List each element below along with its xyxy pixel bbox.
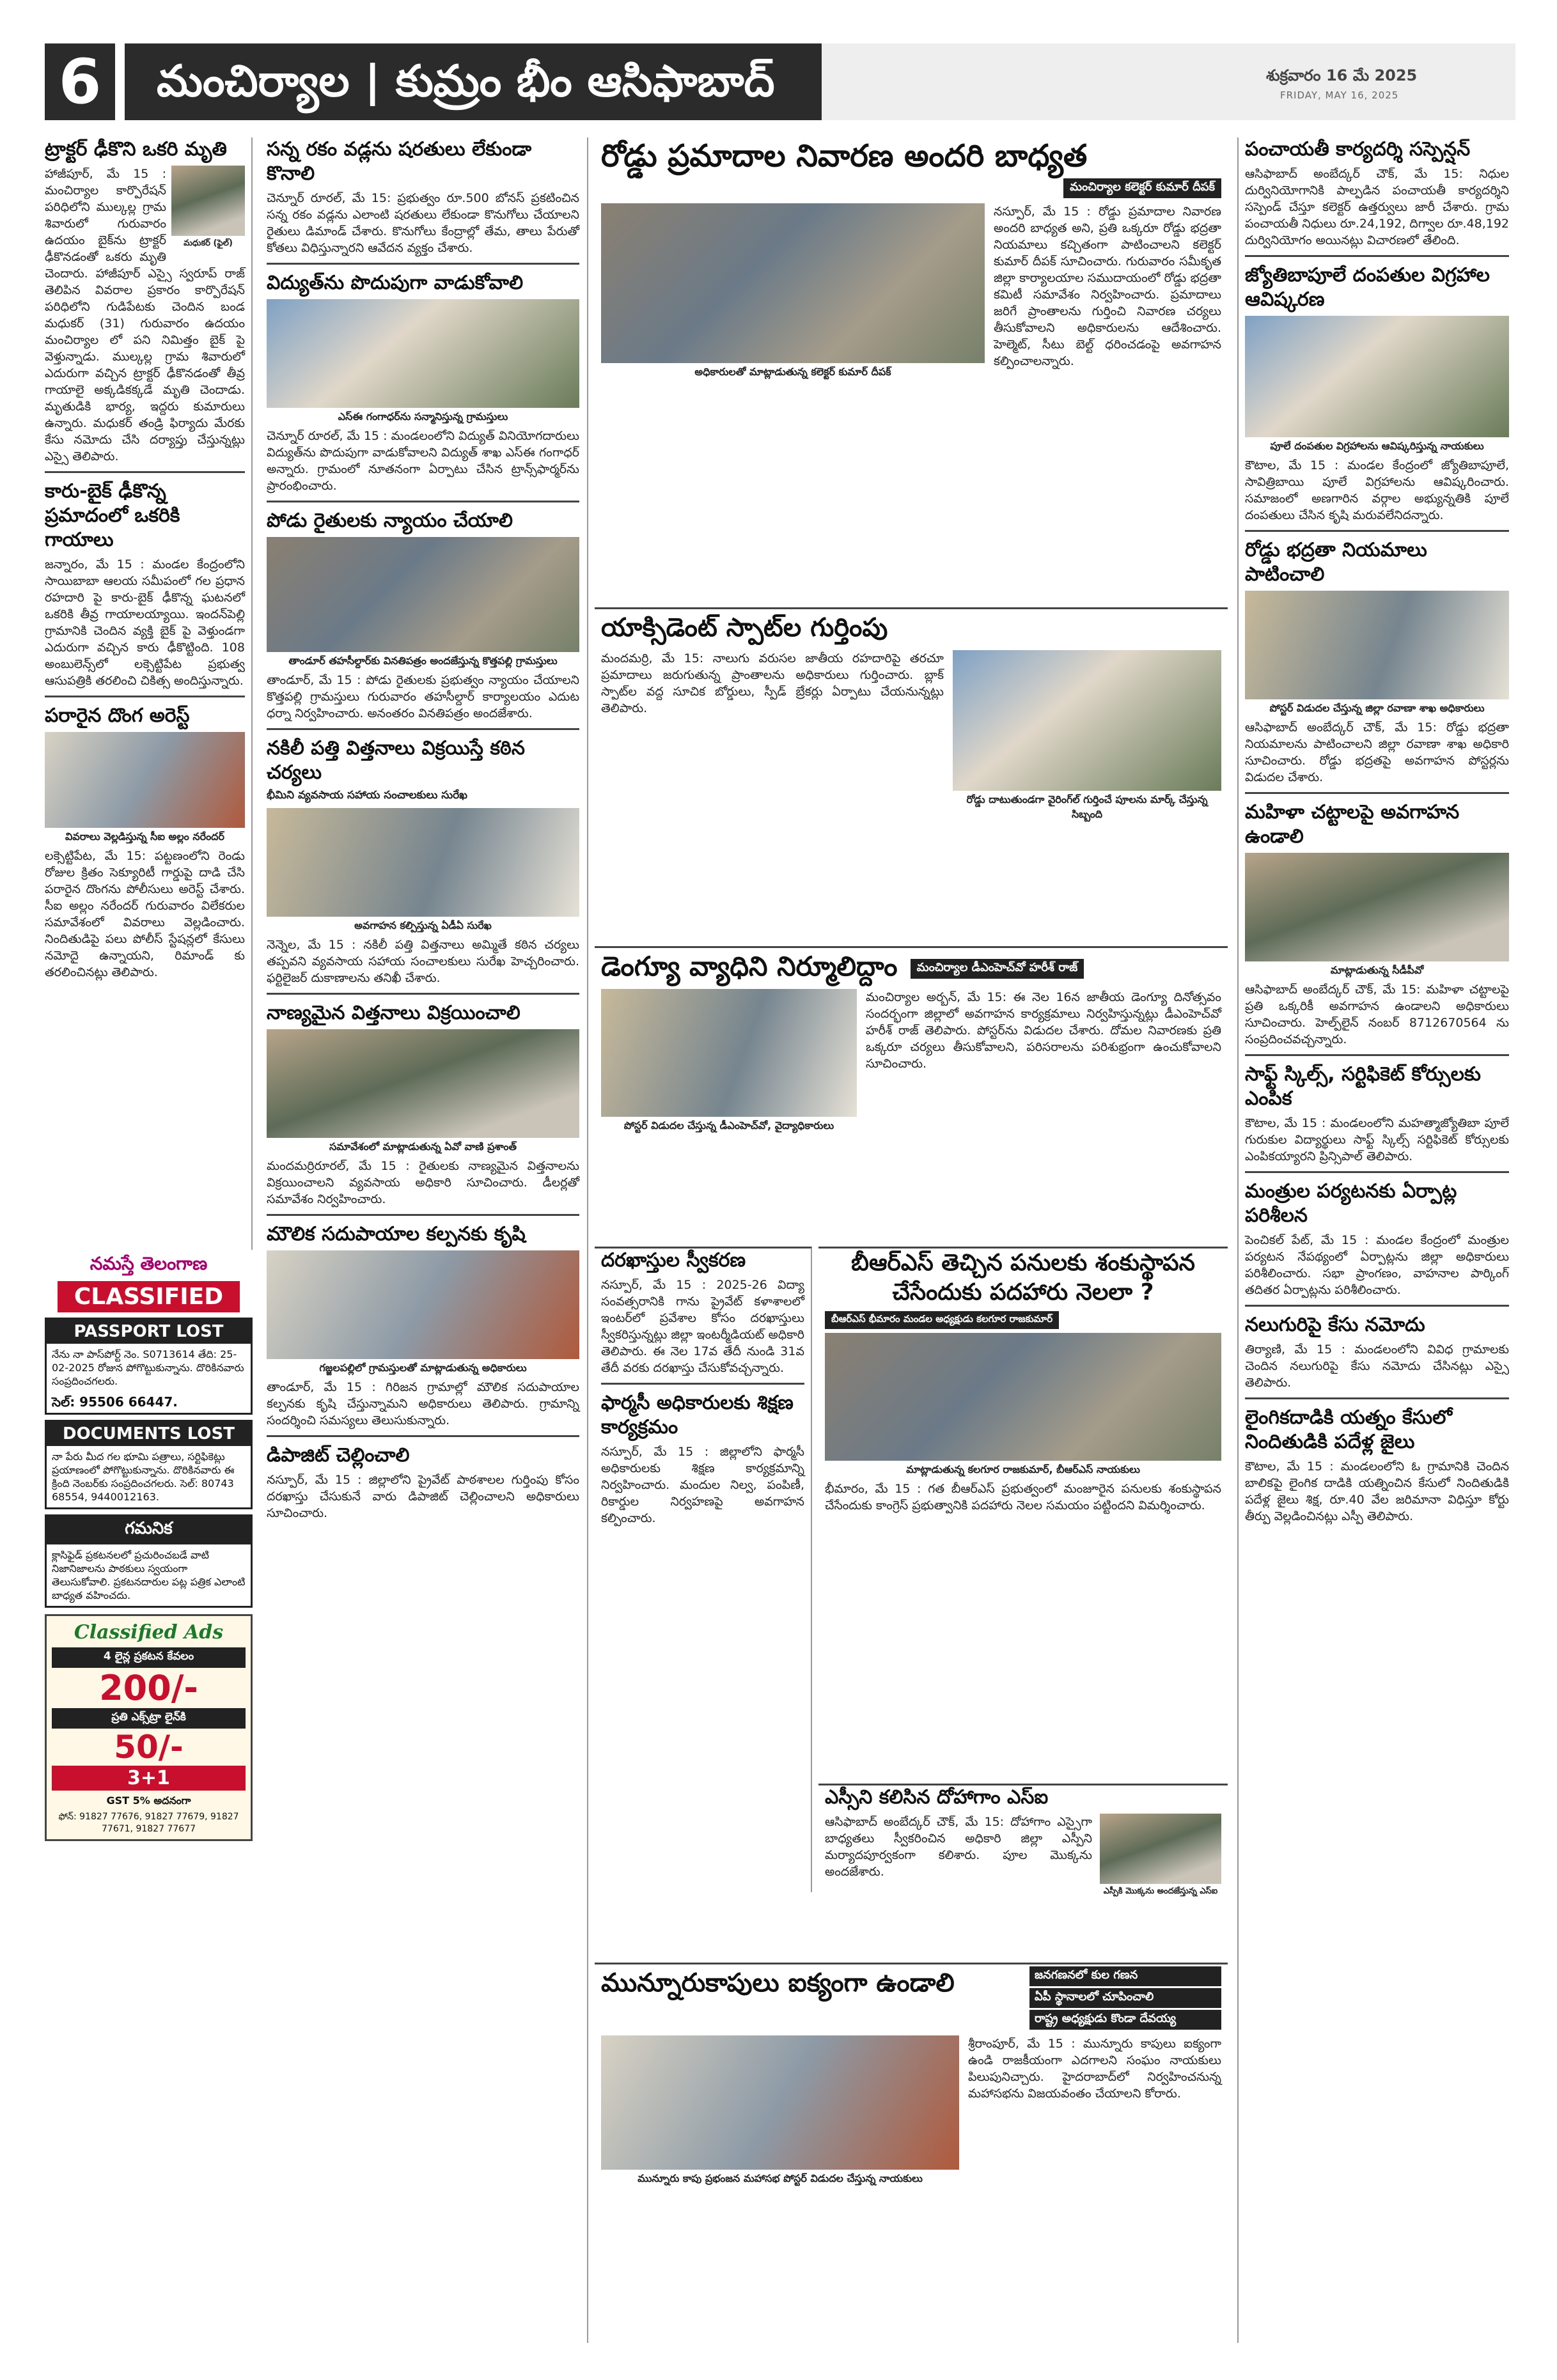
photo-caption: రోడ్డు దాటుతుండగా వైరింగ్‌ల్ గుర్తించే పూలను మార్క్ చేస్తున్న సిబ్బంది [966, 793, 1208, 820]
article-body: శ్రీరాంపూర్, మే 15 : మున్నూరు కాపులు ఐక్యంగా ఉండి రాజకీయంగా ఎదగాలని సంఘం నాయకులు పిలుపునిచ్చారు. హైదరాబాద్‌లో నిర్వహించనున్న మహాసభను విజయవంతం చేయాలని కోరారు. [968, 2037, 1221, 2101]
ad-text: నేను నా పాస్‌పోర్ట్ నెం. S0713614 తేది: 25-02-2025 రోజున పోగొట్టుకున్నాను. దొరికినవారు సంప్రదించగలరు. [52, 1348, 244, 1387]
news-photo [45, 732, 245, 828]
headline: సన్న రకం వడ్లను షరతులు లేకుండా కొనాలి [267, 138, 532, 185]
news-photo [1245, 853, 1509, 961]
headline: దరఖాస్తుల స్వీకరణ [601, 1249, 746, 1272]
ads-brand: Classified Ads [74, 1621, 224, 1644]
ad-text: నా పేరు మీద గల భూమి పత్రాలు, సర్టిఫికెట్లు ప్రయాణంలో పోగొట్టుకున్నాను. దొరికినవారు ఈ క్రింది నెంబర్‌కు సంప్రదించగలరు. సెల్: 80743 68554, 9440012163. [52, 1451, 235, 1503]
highlight-line: ఏపీ స్థానాలలో చూపించాలి [1029, 1988, 1221, 2008]
headline: మహిళా చట్టాలపై అవగాహన ఉండాలి [1245, 801, 1460, 848]
headline: ఫార్మసీ అధికారులకు శిక్షణ కార్యక్రమం [601, 1392, 794, 1438]
ads-offer: 3+1 [52, 1766, 246, 1791]
photo-caption: సమావేశంలో మాట్లాడుతున్న ఏవో వాణి ప్రశాంత్ [329, 1140, 517, 1153]
photo-caption: ఎస్పీకి మొక్కను అందజేస్తున్న ఎస్ఐ [1103, 1886, 1218, 1896]
news-photo [267, 1250, 579, 1359]
headline: నకిలీ పత్తి విత్తనాలు విక్రయిస్తే కఠిన చర్యలు [267, 737, 525, 784]
sp-story [818, 1784, 1228, 1956]
headline: లైంగికదాడికి యత్నం కేసులో నిందితుడికి పదేళ్ల జైలు [1245, 1406, 1452, 1453]
highlight-box [1029, 1964, 1221, 2032]
headline: పోడు రైతులకు న్యాయం చేయాలి [267, 509, 513, 532]
article-body: కౌటాల, మే 15 : మండల కేంద్రంలో జ్యోతిబాపూలే, సావిత్రిబాయి పూలే విగ్రహాలను ఆవిష్కరించారు. సమాజంలో అణగారిన వర్గాల అభ్యున్నతికి పూలే దంపతులు చేసిన కృషి మరువలేనిదన్నారు. [1245, 458, 1509, 522]
ads-gst: GST 5% అదనంగా [106, 1794, 191, 1807]
date-english: FRIDAY, MAY 16, 2025 [1280, 89, 1399, 101]
photo-caption: వివరాలు వెల్లడిస్తున్న సీఐ అల్లం నరేందర్ [65, 830, 224, 843]
news-photo [601, 2035, 959, 2170]
photo-caption: ఎస్‌ఈ గంగాధర్‌ను సన్మానిస్తున్న గ్రామస్తులు [338, 410, 508, 423]
headline: సాఫ్ట్ స్కిల్స్, సర్టిఫికెట్ కోర్సులకు ఎంపిక [1245, 1063, 1481, 1110]
news-photo [1245, 316, 1509, 437]
byline-tag: మంచిర్యాల కలెక్టర్ కుమార్ దీపక్ [1063, 178, 1221, 198]
article-body: తాండూర్, మే 15 : పోడు రైతులకు ప్రభుత్వం న్యాయం చేయాలని కొత్తపల్లి గ్రామస్తులు గురువారం తహసీల్దార్ కార్యాలయం ఎదుట ధర్నా నిర్వహించారు. అనంతరం వినతిపత్రం అందజేశారు. [267, 673, 579, 720]
notice-text: క్లాసిఫైడ్ ప్రకటనలలో ప్రచురించబడే వాటి నిజానిజాలను పాఠకులు స్వయంగా తెలుసుకోవాలి. ప్రకటనదారుల పట్ల పత్రిక ఎలాంటి బాధ్యత వహించదు. [52, 1549, 246, 1601]
headline: బీఆర్ఎస్ తెచ్చిన పనులకు శంకుస్థాపన చేసేందుకు పదహారు నెలలా ? [851, 1250, 1195, 1305]
brand-logo: నమస్తే తెలంగాణ [90, 1253, 208, 1274]
ads-line: 4 లైన్ల ప్రకటన కేవలం [52, 1647, 246, 1668]
news-photo [1100, 1814, 1221, 1884]
left-subcolumn [595, 1247, 812, 1892]
photo-caption: తాండూర్ తహసీల్దార్‌కు వినతిపత్రం అందజేస్తున్న కొత్తపల్లి గ్రామస్తులు [288, 655, 558, 667]
byline: భీమిని వ్యవసాయ సహాయ సంచాలకులు సురేఖ [267, 789, 467, 802]
news-photo [267, 808, 579, 917]
ad-title: DOCUMENTS LOST [47, 1422, 251, 1446]
article-body: తిర్యాణి, మే 15 : మండలంలోని వివిధ గ్రామాలకు చెందిన నలుగురిపై కేసు నమోదు చేసినట్లు ఎస్సై తెలిపారు. [1245, 1342, 1509, 1390]
munnuru-story [595, 1963, 1228, 2346]
headline: విద్యుత్‌ను పొదుపుగా వాడుకోవాలి [267, 272, 524, 294]
ad-title: PASSPORT LOST [47, 1319, 251, 1344]
ads-line: ప్రతి ఎక్స్‌ట్రా లైన్‌కి [52, 1708, 246, 1729]
headline: డెంగ్యూ వ్యాధిని నిర్మూలిద్దాం [601, 951, 898, 982]
top-story [595, 137, 1228, 495]
headline: ట్రాక్టర్ ఢీకొని ఒకరి మృతి [45, 138, 227, 160]
article-body: ఆసిఫాబాద్ అంబేద్కర్ చౌక్, మే 15: దోహాగాం ఎస్సైగా బాధ్యతలు స్వీకరించిన అధికారి జిల్లా ఎస్పీని మర్యాదపూర్వకంగా కలిశారు. పూల మొక్కను అందజేశారు. [825, 1815, 1092, 1879]
news-photo [953, 650, 1221, 791]
headline: యాక్సిడెంట్ స్పాట్‌ల గుర్తింపు [601, 613, 888, 642]
classified-ads-promo [45, 1614, 253, 1841]
notice-title: గమనిక [47, 1516, 251, 1544]
article-body: చెన్నూర్ రూరల్, మే 15 : మండలంలోని విద్యుత్ వినియోగదారులు విద్యుత్‌ను పొదుపుగా వాడుకోవాలని విద్యుత్ శాఖ ఎస్ఈ గంగాధర్ అన్నారు. గ్రామంలో నూతనంగా ఏర్పాటు చేసిన ట్రాన్స్‌ఫార్మర్‌ను ప్రారంభించారు. [267, 429, 579, 493]
ads-phone: ఫోన్: 91827 77676, 91827 77679, 91827 77671, 91827 77677 [58, 1812, 239, 1834]
news-photo [267, 537, 579, 652]
section-title: మంచిర్యాల | కుమ్రం భీం ఆసిఫాబాద్ [125, 43, 822, 120]
ads-price: 200/- [99, 1668, 198, 1708]
headline: కారు-బైక్ ఢీకొన్న ప్రమాదంలో ఒకరికి గాయాలు [45, 480, 180, 551]
headline: పరారైన దొంగ అరెస్ట్ [45, 704, 190, 727]
headline: డిపాజిట్ చెల్లించాలి [267, 1444, 410, 1466]
headline: జ్యోతిబాపూలే దంపతుల విగ్రహాల ఆవిష్కరణ [1245, 264, 1490, 311]
highlight-line: రాష్ట్ర అధ్యక్షుడు కొండా దేవయ్య [1029, 2010, 1221, 2030]
photo-caption: మాట్లాడుతున్న కలగూర రాజకుమార్, బీఆర్ఎస్ నాయకులు [906, 1463, 1140, 1475]
article-body: చెన్నూర్ రూరల్, మే 15: ప్రభుత్వం రూ.500 బోనస్ ప్రకటించిన సన్న రకం వడ్లను ఎలాంటి షరతులు లేకుండా కొనుగోలు చేయాలని రైతులు డిమాండ్ చేశారు. కొనుగోలు కేంద్రాల్లో తేమ, తాలు పేరుతో కోతలు విధిస్తున్నారని ఆవేదన వ్యక్తం చేశారు. [267, 191, 579, 255]
article-body: ఆసిఫాబాద్ అంబేద్కర్ చౌక్, మే 15: రోడ్డు భద్రతా నియమాలను పాటించాలని జిల్లా రవాణా శాఖ అధికారి సూచించారు. రోడ్డు భద్రతపై అవగాహన పోస్టర్లను విడుదల చేశారు. [1245, 720, 1509, 784]
article-body: మందమర్రిరూరల్, మే 15 : రైతులకు నాణ్యమైన విత్తనాలను విక్రయించాలని వ్యవసాయ అధికారి సూచించారు. డీలర్లతో సమావేశం నిర్వహించారు. [267, 1159, 579, 1206]
photo-caption: పూలే దంపతుల విగ్రహాలను ఆవిష్కరిస్తున్న నాయకులు [1270, 440, 1484, 452]
ad-documents-lost [45, 1420, 253, 1509]
notice-box [45, 1514, 253, 1608]
article-body: కౌటాల, మే 15 : మండలంలోని ఓ గ్రామానికి చెందిన బాలికపై లైంగిక దాడికి యత్నించిన కేసులో నిందితుడికి పదేళ్ల జైలు శిక్ష, రూ.40 వేల జరిమానా విధిస్తూ కోర్టు తీర్పు వెల్లడించినట్లు ఎస్పీ తెలిపారు. [1245, 1459, 1509, 1523]
article-body: ఆసిఫాబాద్ అంబేద్కర్ చౌక్, మే 15: మహిళా చట్టాలపై ప్రతి ఒక్కరికీ అవగాహన ఉండాలని అధికారులు సూచించారు. హెల్ప్‌లైన్ నంబర్ 8712670564 ను సంప్రదించవచ్చన్నారు. [1245, 983, 1509, 1046]
ad-passport-lost [45, 1318, 253, 1415]
article-body: భీమారం, మే 15 : గత బీఆర్ఎస్ ప్రభుత్వంలో మంజూరైన పనులకు శంకుస్థాపన చేసేందుకు కాంగ్రెస్ ప్రభుత్వానికి పదహారు నెలల సమయం పట్టిందని విమర్శించారు. [825, 1482, 1221, 1513]
page-number: 6 [45, 43, 115, 120]
headline: మౌలిక సదుపాయాల కల్పనకు కృషి [267, 1223, 526, 1245]
photo-caption: పోస్టర్ విడుదల చేస్తున్న జిల్లా రవాణా శాఖ అధికారులు [1269, 702, 1485, 714]
photo-caption: మధుకర్ (ఫైల్) [184, 238, 233, 248]
headline: ఎస్సీని కలిసిన దోహాగాం ఎస్ఐ [825, 1786, 1049, 1808]
ad-phone: సెల్: 95506 66447. [52, 1394, 178, 1410]
brs-story [818, 1247, 1228, 1605]
article-body: తాండూర్, మే 15 : గిరిజన గ్రామాల్లో మౌలిక సదుపాయాల కల్పనకు కృషి చేస్తున్నామని అధికారులు తెలిపారు. గ్రామాన్ని సందర్శించి సమస్యలు తెలుసుకున్నారు. [267, 1380, 579, 1427]
photo-caption: మాట్లాడుతున్న సీడీపీవో [1330, 964, 1424, 976]
classified-label: CLASSIFIED [58, 1281, 240, 1312]
article-body: పెంచికల్ పేట్, మే 15 : మండల కేంద్రంలో మంత్రుల పర్యటన నేపథ్యంలో ఏర్పాట్లను జిల్లా అధికారులు పరిశీలించారు. సభా ప్రాంగణం, వాహనాల పార్కింగ్ తదితర ఏర్పాట్లను పరిశీలించారు. [1245, 1233, 1509, 1297]
news-photo [267, 299, 579, 408]
article-body: ఆసిఫాబాద్ అంబేద్కర్ చౌక్, మే 15: నిధుల దుర్వినియోగానికి పాల్పడిన పంచాయతీ కార్యదర్శిని సస్పెండ్ చేస్తూ కలెక్టర్ ఉత్తర్వులు జారీ చేశారు. గ్రామ పంచాయతీ నిధులు రూ.24,192, దిగ్వాల రూ.48,192 దుర్వినియోగం అయినట్లు విచారణలో తేలింది. [1245, 167, 1510, 247]
article-body: లక్సెట్టిపేట, మే 15: పట్టణంలోని రెండు రోజుల క్రితం సెక్యూరిటీ గార్డుపై దాడి చేసి పరారైన దొంగను పోలీసులు అరెస్ట్ చేశారు. సీఐ అల్లం నరేందర్ గురువారం విలేకరుల సమావేశంలో వివరాలు వెల్లడించారు. నిందితుడిపై పలు పోలీస్ స్టేషన్లలో కేసులు నమోదై ఉన్నాయని, రిమాండ్ కు తరలించినట్లు తెలిపారు. [45, 849, 245, 979]
article-body: నస్పూర్, మే 15 : జిల్లాలోని ఫార్మసీ అధికారులకు శిక్షణ కార్యక్రమాన్ని నిర్వహించారు. మందుల నిల్వ, పంపిణీ, రికార్డుల నిర్వహణపై అవగాహన కల్పించారు. [601, 1445, 804, 1525]
headline: రోడ్డు భద్రతా నియమాలు పాటించాలి [1245, 539, 1427, 586]
column-5 [1237, 137, 1515, 2343]
byline-tag: బీఆర్ఎస్ భీమారం మండల అధ్యక్షుడు కలగూర రాజకుమార్ [825, 1311, 1059, 1329]
article-body: నస్పూర్, మే 15 : రోడ్డు ప్రమాదాల నివారణ అందరి బాధ్యత అని, ప్రతి ఒక్కరూ రోడ్డు భద్రతా నియమాలు కచ్చితంగా పాటించాలని కలెక్టర్ కుమార్ దీపక్ సూచించారు. గురువారం సమీకృత జిల్లా కార్యాలయాల సముదాయంలో రోడ్డు భద్రతా కమిటీ సమావేశం నిర్వహించారు. ప్రమాదాలు జరిగే ప్రాంతాలను గుర్తించి నివారణ చర్యలు తీసుకోవాలని అధికారులను ఆదేశించారు. హెల్మెట్, సీటు బెల్ట్ ధరించడంపై అవగాహన కల్పించాలన్నారు. [994, 205, 1221, 368]
article-body: మందమర్రి, మే 15: నాలుగు వరుసల జాతీయ రహదారిపై తరచూ ప్రమాదాలు జరుగుతున్న ప్రాంతాలను అధికారులు గుర్తించారు. బ్లాక్ స్పాట్‌ల వద్ద సూచిక బోర్డులు, స్పీడ్ బ్రేకర్లు ఏర్పాటు చేయనున్నట్లు తెలిపారు. [601, 651, 944, 715]
byline-tag: మంచిర్యాల డీఎంహెచ్‌వో హరీశ్ రాజ్ [911, 959, 1084, 979]
news-photo [825, 1333, 1221, 1461]
accident-story [595, 607, 1228, 965]
article-body: హాజీపూర్, మే 15 : మంచిర్యాల కార్పొరేషన్ పరిధిలోని ముల్కల్ల గ్రామ శివారులో గురువారం ఉదయం బైక్‌ను ట్రాక్టర్ ఢీకొనడంతో ఒకరు మృతి చెందారు. హాజీపూర్ ఎస్సై స్వరూప్ రాజ్ తెలిపిన వివరాల ప్రకారం కార్పొరేషన్ పరిధిలోని గుడిపేటకు చెందిన బండ మధుకర్ (31) గురువారం ఉదయం మంచిర్యాల లో పని నిమిత్తం బైక్ పై వెళ్తున్నాడు. ముల్కల్ల గ్రామ శివారులో ఎదురుగా వచ్చిన ట్రాక్టర్ ఢీకొనడంతో తీవ్ర గాయాలై అక్కడికక్కడే మృతి చెందాడు. మృతుడికి భార్య, ఇద్దరు కుమారులు ఉన్నారు. మధుకర్ తండ్రి ఫిర్యాదు మేరకు కేసు నమోదు చేసి దర్యాప్తు చేస్తున్నట్లు ఎస్సై తెలిపారు. [45, 167, 245, 463]
article-body: నెన్నెల, మే 15 : నకిలీ పత్తి విత్తనాలు అమ్మితే కఠిన చర్యలు తప్పవని వ్యవసాయ సహాయ సంచాలకులు సురేఖ హెచ్చరించారు. ఫర్టిలైజర్ దుకాణాలను తనిఖీ చేశారు. [267, 938, 579, 985]
photo-caption: మున్నూరు కాపు ప్రభంజన మహాసభ పోస్టర్ విడుదల చేస్తున్న నాయకులు [638, 2172, 923, 2184]
article-body: కౌటాల, మే 15 : మండలంలోని మహత్మాజ్యోతిబా పూలే గురుకుల విద్యార్థులు సాఫ్ట్ స్కిల్స్ సర్టిఫికెట్ కోర్సులకు ఎంపికయ్యారని ప్రిన్సిపాల్ తెలిపారు. [1245, 1116, 1509, 1163]
article-body: నస్పూర్, మే 15 : 2025-26 విద్యా సంవత్సరానికి గాను ప్రైవేట్ కళాశాలలో ఇంటర్‌లో ప్రవేశాల కోసం దరఖాస్తులు స్వీకరిస్తున్నట్లు జిల్లా ఇంటర్మీడియట్ అధికారి తెలిపారు. ఈ నెల 17వ తేదీ నుండి 31వ తేదీ వరకు దరఖాస్తు చేసుకోవచ్చన్నారు. [601, 1278, 804, 1375]
article-body: జన్నారం, మే 15 : మండల కేంద్రంలోని సాయిబాబా ఆలయ సమీపంలో గల ప్రధాన రహదారి పై కారు-బైక్ ఢీకొన్న ఘటనలో ఒకరికి తీవ్ర గాయాలయ్యాయి. ఇందన్‌పెల్లి గ్రామానికి చెందిన వ్యక్తి బైక్ పై వెళ్తుండగా ఎదురుగా వచ్చిన కారు ఢీకొట్టింది. 108 అంబులెన్స్‌లో లక్సెట్టిపేట ప్రభుత్వ ఆసుపత్రికి తరలించి చికిత్స అందిస్తున్నారు. [45, 557, 245, 688]
classified-section [45, 1253, 253, 2340]
news-photo [267, 1029, 579, 1138]
highlight-line: జనగణనలో కుల గణన [1029, 1966, 1221, 1986]
news-photo [601, 203, 985, 363]
article-body: నస్పూర్, మే 15 : జిల్లాలోని ప్రైవేట్ పాఠశాలల గుర్తింపు కోసం దరఖాస్తు చేసుకునే వారు డిపాజిట్ చెల్లించాలని అధికారులు సూచించారు. [267, 1473, 579, 1520]
photo-caption: అధికారులతో మాట్లాడుతున్న కలెక్టర్ కుమార్ దీపక్ [694, 366, 891, 378]
photo-caption: అవగాహన కల్పిస్తున్న ఏడీఏ సురేఖ [354, 919, 492, 931]
date-telugu: శుక్రవారం 16 మే 2025 [1266, 66, 1418, 84]
dengue-story [595, 946, 1228, 1266]
headline: మున్నూరుకాపులు ఐక్యంగా ఉండాలి [601, 1968, 955, 1998]
ads-price: 50/- [114, 1729, 184, 1766]
lead-headline: రోడ్డు ప్రమాదాల నివారణ అందరి బాధ్యత [601, 138, 1088, 174]
column-1 [45, 137, 253, 1250]
news-photo [601, 989, 857, 1117]
headline: పంచాయతీ కార్యదర్శి సస్పెన్షన్ [1245, 138, 1471, 160]
photo-caption: గజ్జలపల్లిలో గ్రామస్తులతో మాట్లాడుతున్న అధికారులు [319, 1362, 527, 1374]
mugshot [171, 166, 245, 253]
news-photo [1245, 591, 1509, 699]
headline: నలుగురిపై కేసు నమోదు [1245, 1314, 1425, 1336]
article-body: మంచిర్యాల అర్బన్, మే 15: ఈ నెల 16న జాతీయ డెంగ్యూ దినోత్సవం సందర్భంగా జిల్లాలో అవగాహన కార్యక్రమాలు నిర్వహిస్తున్నట్లు డీఎంహెచ్‌వో హరీశ్ రాజ్ తెలిపారు. పోస్టర్‌ను విడుదల చేశారు. దోమల నివారణకు ప్రతి ఒక్కరూ చర్యలు తీసుకోవాలని, పరిసరాలను పరిశుభ్రంగా ఉంచుకోవాలని సూచించారు. [866, 990, 1221, 1071]
photo-caption: పోస్టర్ విడుదల చేస్తున్న డీఎంహెచ్‌వో, వైద్యాధికారులు [623, 1119, 834, 1132]
headline: నాణ్యమైన విత్తనాలు విక్రయించాలి [267, 1002, 520, 1024]
column-2 [259, 137, 588, 2343]
headline: మంత్రుల పర్యటనకు ఏర్పాట్ల పరిశీలన [1245, 1180, 1457, 1227]
